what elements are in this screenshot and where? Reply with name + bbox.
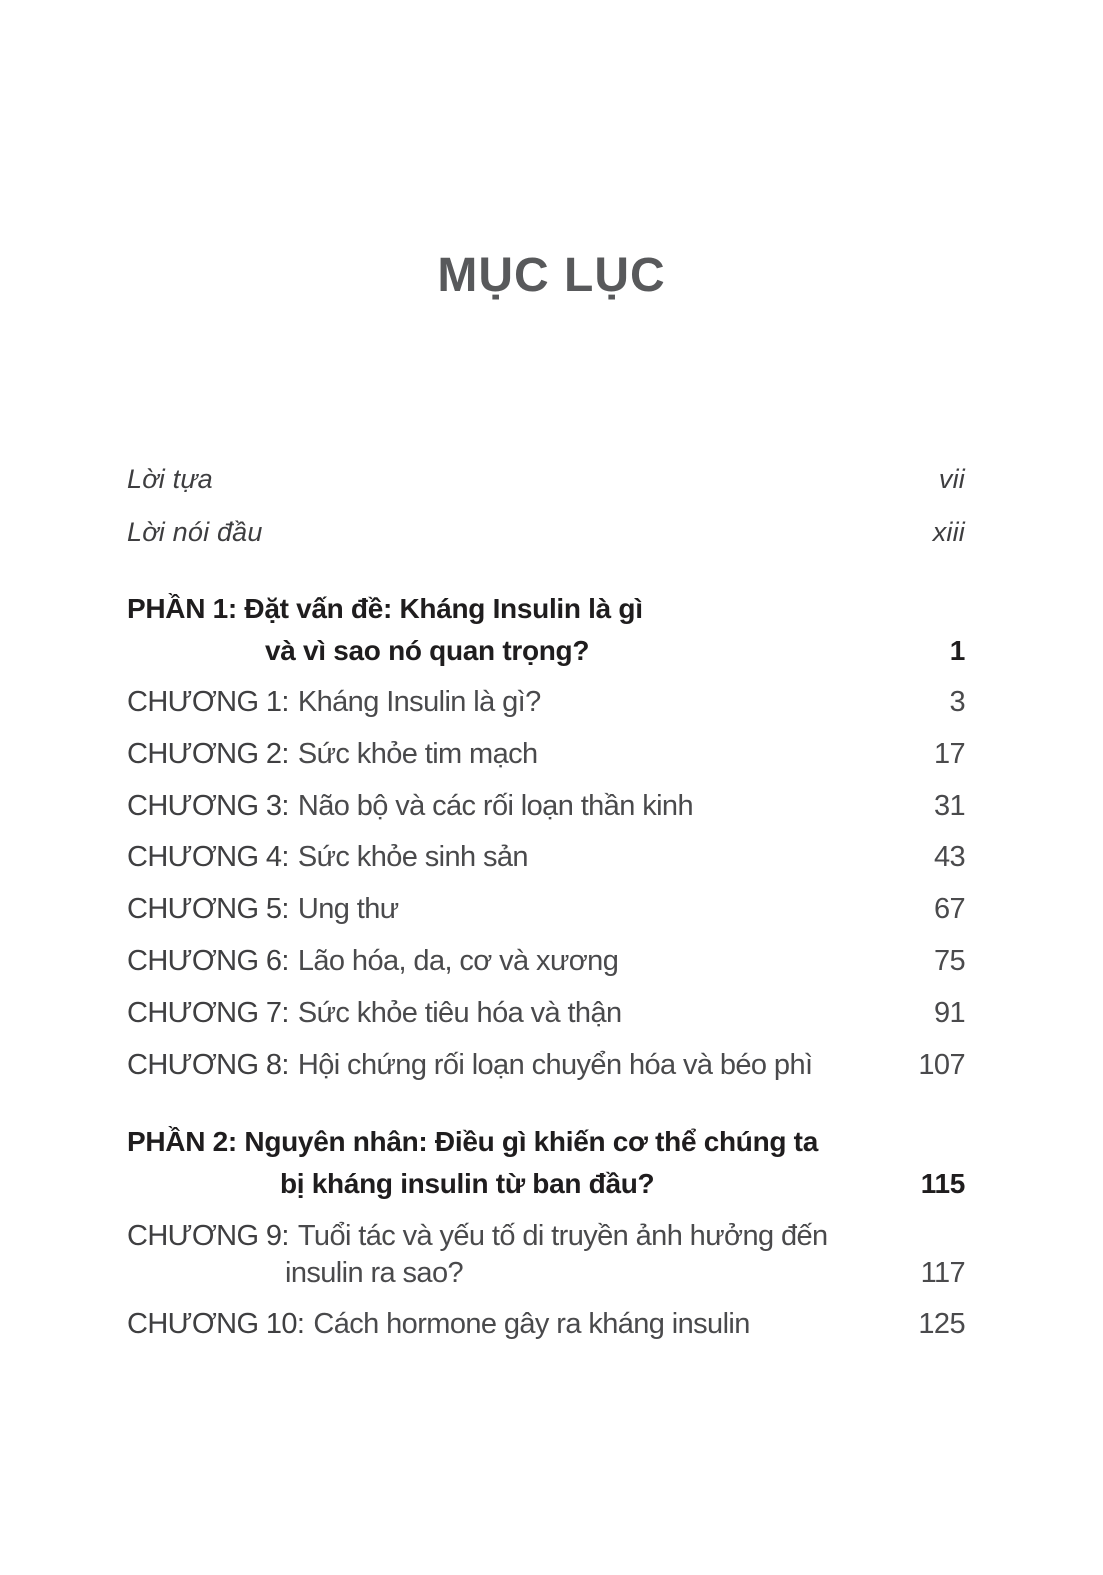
chapter-title-line-2: insulin ra sao? — [285, 1257, 463, 1289]
toc-entry-page-number: 117 — [920, 1257, 965, 1289]
chapter-title: Sức khỏe tim mạch — [297, 738, 538, 770]
chapter-title: Kháng Insulin là gì? — [297, 686, 541, 718]
part-heading-line-1: PHẦN 1: Đặt vấn đề: Kháng Insulin là gì — [127, 593, 643, 624]
toc-entry-chapter-8 — [127, 1047, 965, 1084]
toc-entry-page-number: 3 — [949, 686, 965, 718]
toc-entry-page-number: 75 — [933, 945, 965, 977]
toc-entry-chapter-9 — [127, 1218, 965, 1292]
toc-entry-chapter-10 — [127, 1306, 965, 1343]
chapter-number: CHƯƠNG 9: — [127, 1220, 289, 1252]
toc-entry-part-1 — [127, 588, 965, 672]
toc-entry-chapter-3 — [127, 788, 965, 825]
toc-entry-page-number: 17 — [933, 738, 965, 770]
toc-entry-page-number: 107 — [918, 1049, 965, 1081]
toc-entry-chapter-2 — [127, 736, 965, 773]
chapter-title-line-1: Tuổi tác và yếu tố di truyền ảnh hưởng đến — [297, 1220, 828, 1252]
chapter-number: CHƯƠNG 1: — [127, 686, 289, 718]
chapter-number: CHƯƠNG 3: — [127, 790, 289, 822]
toc-entry-part-2 — [127, 1121, 965, 1205]
chapter-number: CHƯƠNG 4: — [127, 841, 289, 873]
toc-entry-page-number: 67 — [933, 893, 965, 925]
toc-entry-chapter-7 — [127, 995, 965, 1032]
chapter-number: CHƯƠNG 8: — [127, 1049, 289, 1081]
chapter-title: Cách hormone gây ra kháng insulin — [313, 1308, 750, 1340]
toc-entry-preface — [127, 462, 965, 496]
chapter-title: Lão hóa, da, cơ và xương — [297, 945, 619, 977]
toc-entry-label: Lời tựa — [127, 464, 213, 494]
toc-entry-chapter-6 — [127, 943, 965, 980]
chapter-title: Sức khỏe sinh sản — [297, 841, 528, 873]
toc-entry-label: Lời nói đầu — [127, 517, 263, 547]
chapter-number: CHƯƠNG 2: — [127, 738, 289, 770]
toc-entry-page-number: vii — [938, 464, 965, 494]
toc-entry-chapter-5 — [127, 891, 965, 928]
toc-entry-foreword — [127, 515, 965, 549]
chapter-title: Não bộ và các rối loạn thần kinh — [297, 790, 693, 822]
chapter-title: Hội chứng rối loạn chuyển hóa và béo phì — [297, 1049, 813, 1081]
chapter-number: CHƯƠNG 6: — [127, 945, 289, 977]
part-heading-line-1: PHẦN 2: Nguyên nhân: Điều gì khiến cơ thể chúng ta — [127, 1126, 818, 1157]
table-of-contents — [127, 0, 965, 1575]
toc-entry-chapter-4 — [127, 839, 965, 876]
chapter-number: CHƯƠNG 7: — [127, 997, 289, 1029]
toc-entry-page-number: 43 — [933, 841, 965, 873]
chapter-number: CHƯƠNG 10: — [127, 1308, 305, 1340]
toc-entry-page-number: 125 — [918, 1308, 965, 1340]
page-title: MỤC LỤC — [437, 249, 666, 302]
part-heading-line-2: và vì sao nó quan trọng? — [265, 635, 590, 666]
toc-entry-page-number: xiii — [932, 517, 965, 547]
part-heading-line-2: bị kháng insulin từ ban đầu? — [280, 1168, 655, 1199]
toc-entry-page-number: 91 — [933, 997, 965, 1029]
chapter-title: Ung thư — [297, 893, 399, 925]
toc-entry-chapter-1 — [127, 684, 965, 721]
toc-entry-page-number: 31 — [933, 790, 965, 822]
toc-entry-page-number: 115 — [920, 1168, 965, 1199]
chapter-title: Sức khỏe tiêu hóa và thận — [297, 997, 622, 1029]
chapter-number: CHƯƠNG 5: — [127, 893, 289, 925]
toc-entry-page-number: 1 — [949, 635, 965, 666]
